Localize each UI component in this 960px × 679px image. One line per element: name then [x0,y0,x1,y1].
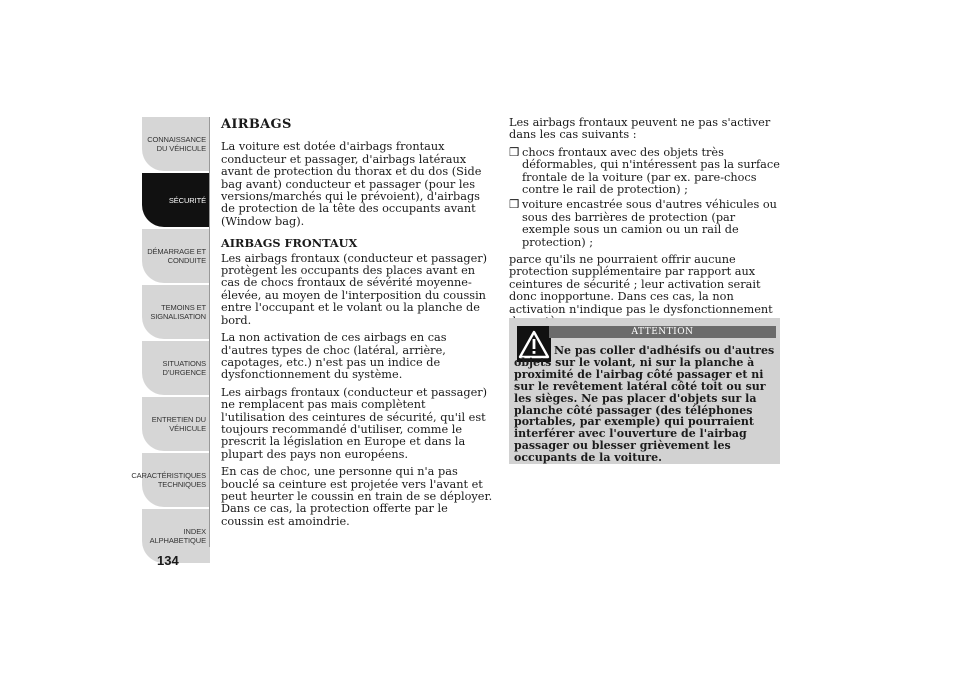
tab-situations-durgence[interactable] [142,341,210,395]
right-column [509,117,784,334]
paragraph: La non activation de ces airbags en cas d'autres types de choc (latéral, arrière, capotages, etc.) n'est pas un indice de dysfonctionnement du système. [221,331,447,382]
paragraph: Les airbags frontaux (conducteur et passager) ne remplacent pas mais complètent l'utilisation des ceintures de sécurité, qu'il est toujours recommandé d'utiliser, comme le prescrit la législation en Europe et dans la plupart des pays non européens. [221,385,488,461]
warning-box [509,318,780,464]
tab-label: CARACTÉRISTIQUES TECHNIQUES [131,471,206,489]
bullet-list [509,147,784,249]
intro-paragraph: La voiture est dotée d'airbags frontaux conducteur et passager, d'airbags latéraux avant de protection du thorax et du dos (Side bag avant) conducteur et passager (pour les versions/marchés qui le prévoient), d'airbags de protection de la tête des occupants avant (Window bag). [221,140,482,228]
paragraph: En cas de choc, une personne qui n'a pas bouclé sa ceinture est projetée vers l'avant et peut heurter le coussin en train de se déployer. Dans ce cas, la protection offerte par le coussin est amoindrie. [221,465,493,528]
intro-paragraph: Les airbags frontaux peuvent ne pas s'activer dans les cas suivants : [509,116,771,142]
tab-demarrage-et-conduite[interactable] [142,229,210,283]
tab-label: TEMOINS ET SIGNALISATION [150,303,206,321]
paragraph: Les airbags frontaux (conducteur et passager) protègent les occupants des places avant en cas de chocs frontaux de sévérité moyenne-élevée, au moyen de l'interposition du coussin entre l'occupant et le volant ou la planche de bord. [221,251,488,327]
left-column [221,117,493,533]
subsection-title: AIRBAGS FRONTAUX [221,236,358,251]
page-number: 134 [157,553,179,568]
paragraph: parce qu'ils ne pourraient offrir aucune protection supplémentaire par rapport aux ceintures de sécurité ; leur activation serait donc inopportune. Dans ces cas, la non activation n'indique pas le dysfonctionnement [509,253,773,316]
tab-securite[interactable] [142,173,210,227]
warning-text-first-line: Ne pas coller d'adhésifs ou d'autres [554,344,775,357]
tab-caracteristiques-techniques[interactable] [131,453,210,507]
warning-text [514,345,776,464]
list-item [509,199,784,249]
list-item-text: chocs frontaux avec des objets très déformables, qui n'intéressent pas la surface frontale de la voiture (par ex. pare-chocs contre le rail de protection) ; [522,145,780,197]
tab-connaissance-du-vehicule[interactable] [142,117,210,171]
warning-header: ATTENTION [549,326,776,338]
tab-label: DÉMARRAGE ET CONDUITE [147,247,206,265]
tab-label: SÉCURITÉ [168,195,206,205]
tab-temoins-et-signalisation[interactable] [142,285,210,339]
list-item [509,147,784,197]
tab-entretien-du-vehicule[interactable] [142,397,210,451]
chapter-tabs [131,117,210,565]
warning-text-rest: objets sur le volant, ni sur la planche à proximité de l'airbag côté passager et ni sur le revêtement latéral côté toit ou sur les sièges. Ne pas placer d'objets sur la planche côté passager (des téléphones portables, par exemple) qui pourraient interférer avec l'ouverture de l'airbag passager ou blesser grièvement les occupants de la voiture. [514,355,766,465]
list-item-text: voiture encastrée sous d'autres véhicules ou sous des barrières de protection (par exemple sous un camion ou un rail de protection) ; [522,198,777,249]
checkbox-bullet-icon: ❒ [509,145,520,159]
tab-label: INDEX ALPHABETIQUE [149,527,206,545]
tab-label: SITUATIONS D'URGENCE [162,359,206,377]
sidebar-divider [209,117,210,547]
checkbox-bullet-icon: ❒ [509,198,520,212]
section-title: AIRBAGS [221,117,292,132]
tab-label: ENTRETIEN DU VÉHICULE [151,415,206,433]
tab-label: CONNAISSANCE DU VÉHICULE [147,135,206,153]
